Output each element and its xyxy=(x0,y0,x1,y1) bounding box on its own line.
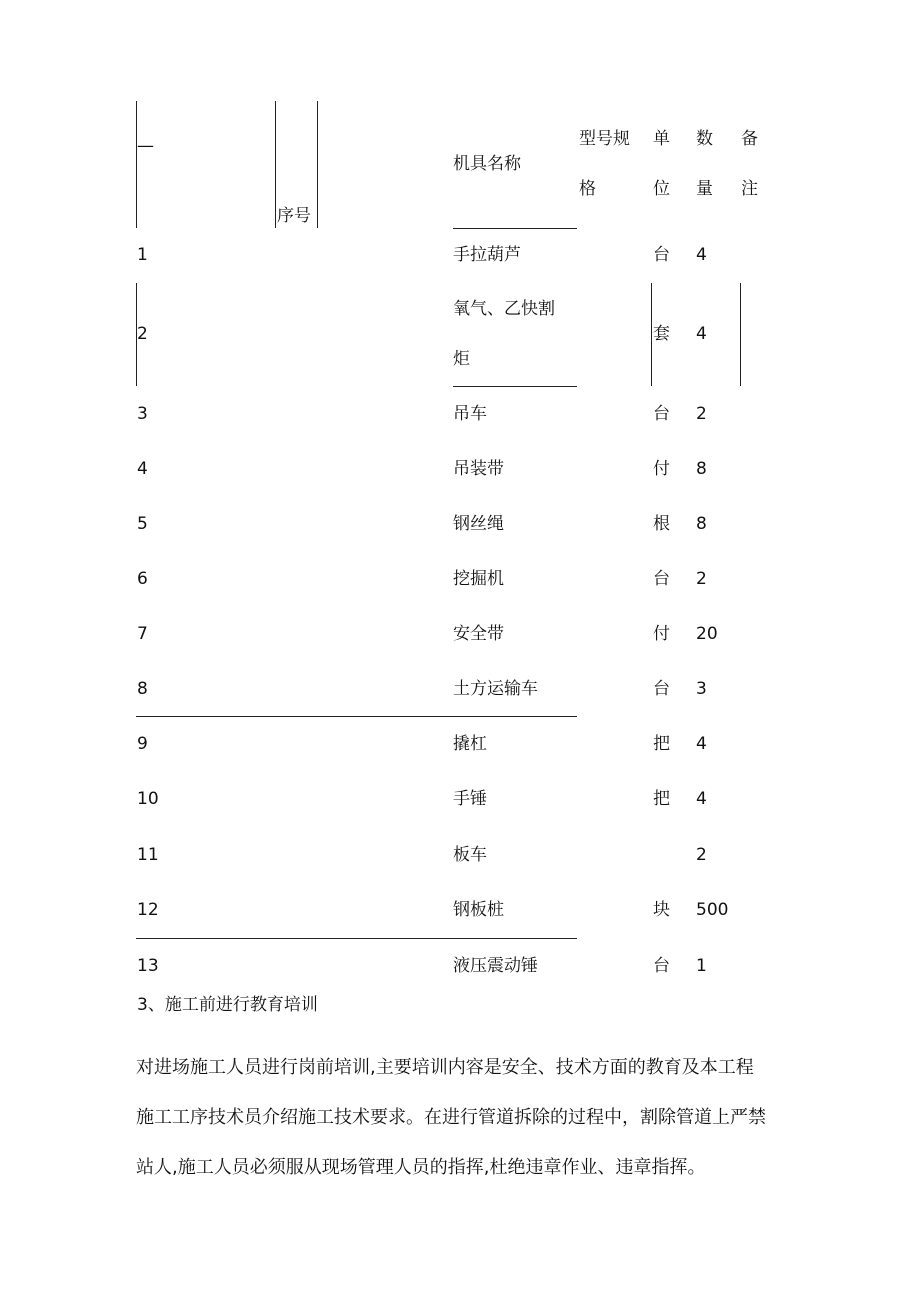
row-1-qty: 4 xyxy=(696,245,707,265)
row-11-qty: 2 xyxy=(696,845,707,865)
header-left-border xyxy=(136,101,137,228)
row-7-unit: 付 xyxy=(653,624,670,644)
row-8-qty: 3 xyxy=(696,679,707,699)
row-12-qty: 500 xyxy=(696,900,729,920)
row-4-name: 吊装带 xyxy=(453,459,504,479)
header-spec-line1: 型号规 xyxy=(579,129,630,149)
row-3-name: 吊车 xyxy=(453,404,487,424)
row-2-unit: 套 xyxy=(653,324,670,344)
row-9-no: 9 xyxy=(137,734,148,754)
row-13-no: 13 xyxy=(137,956,159,976)
row-1-no: 1 xyxy=(137,245,148,265)
row-2-name-line1: 氧气、乙快割 xyxy=(453,299,555,319)
row-12-name: 钢板桩 xyxy=(453,900,504,920)
row-13-name: 液压震动锤 xyxy=(453,956,538,976)
row-8-name: 土方运输车 xyxy=(453,679,538,699)
row-10-qty: 4 xyxy=(696,789,707,809)
header-unit-line2: 位 xyxy=(653,179,670,199)
row-2-qty: 4 xyxy=(696,324,707,344)
header-remark-line2: 注 xyxy=(741,179,758,199)
row-6-qty: 2 xyxy=(696,569,707,589)
paragraph-line-2: 施工工序技术员介绍施工技术要求。在进行管道拆除的过程中，割除管道上严禁 xyxy=(136,1107,766,1128)
header-name: 机具名称 xyxy=(453,154,521,174)
row-12-unit: 块 xyxy=(653,900,670,920)
row-5-unit: 根 xyxy=(653,514,670,534)
row-3-unit: 台 xyxy=(653,404,670,424)
row-4-unit: 付 xyxy=(653,459,670,479)
header-dash: — xyxy=(137,136,154,156)
row-8-underline xyxy=(136,716,577,717)
row-2-name-line2: 炬 xyxy=(453,349,470,369)
row-3-no: 3 xyxy=(137,404,148,424)
row-13-unit: 台 xyxy=(653,956,670,976)
row-10-unit: 把 xyxy=(653,789,670,809)
row-6-unit: 台 xyxy=(653,569,670,589)
row-9-name: 撬杠 xyxy=(453,734,487,754)
section-heading: 3、施工前进行教育培训 xyxy=(137,995,318,1015)
paragraph-line-3: 站人,施工人员必须服从现场管理人员的指挥,杜绝违章作业、违章指挥。 xyxy=(136,1157,706,1178)
row-5-name: 钢丝绳 xyxy=(453,514,504,534)
row-7-no: 7 xyxy=(137,624,148,644)
paragraph-line-1: 对进场施工人员进行岗前培训,主要培训内容是安全、技术方面的教育及本工程 xyxy=(136,1057,754,1078)
row-4-no: 4 xyxy=(137,459,148,479)
header-remark-line1: 备 xyxy=(741,129,758,149)
header-spec-line2: 格 xyxy=(579,179,596,199)
row-6-name: 挖掘机 xyxy=(453,569,504,589)
row-12-underline xyxy=(136,938,577,939)
row-1-unit: 台 xyxy=(653,245,670,265)
row-1-name: 手拉葫芦 xyxy=(453,245,521,265)
row-2-unit-border xyxy=(651,283,652,386)
row-10-no: 10 xyxy=(137,789,159,809)
header-qty-line1: 数 xyxy=(696,129,713,149)
row-3-qty: 2 xyxy=(696,404,707,424)
row-12-no: 12 xyxy=(137,900,159,920)
row-13-qty: 1 xyxy=(696,956,707,976)
header-index-border-right xyxy=(317,101,318,228)
row-11-no: 11 xyxy=(137,845,159,865)
row-5-qty: 8 xyxy=(696,514,707,534)
header-index: 序号 xyxy=(277,206,311,226)
row-8-unit: 台 xyxy=(653,679,670,699)
row-2-right-border xyxy=(740,283,741,386)
row-4-qty: 8 xyxy=(696,459,707,479)
row-7-qty: 20 xyxy=(696,624,718,644)
header-qty-line2: 量 xyxy=(696,179,713,199)
row-8-no: 8 xyxy=(137,679,148,699)
header-index-border-left xyxy=(275,101,276,228)
row-6-no: 6 xyxy=(137,569,148,589)
row-5-no: 5 xyxy=(137,514,148,534)
row-9-qty: 4 xyxy=(696,734,707,754)
row-2-name-underline xyxy=(453,386,577,387)
header-name-underline xyxy=(453,228,577,229)
row-2-no: 2 xyxy=(137,324,148,344)
row-10-name: 手锤 xyxy=(453,789,487,809)
row-11-name: 板车 xyxy=(453,845,487,865)
row-9-unit: 把 xyxy=(653,734,670,754)
row-7-name: 安全带 xyxy=(453,624,504,644)
header-unit-line1: 单 xyxy=(653,129,670,149)
